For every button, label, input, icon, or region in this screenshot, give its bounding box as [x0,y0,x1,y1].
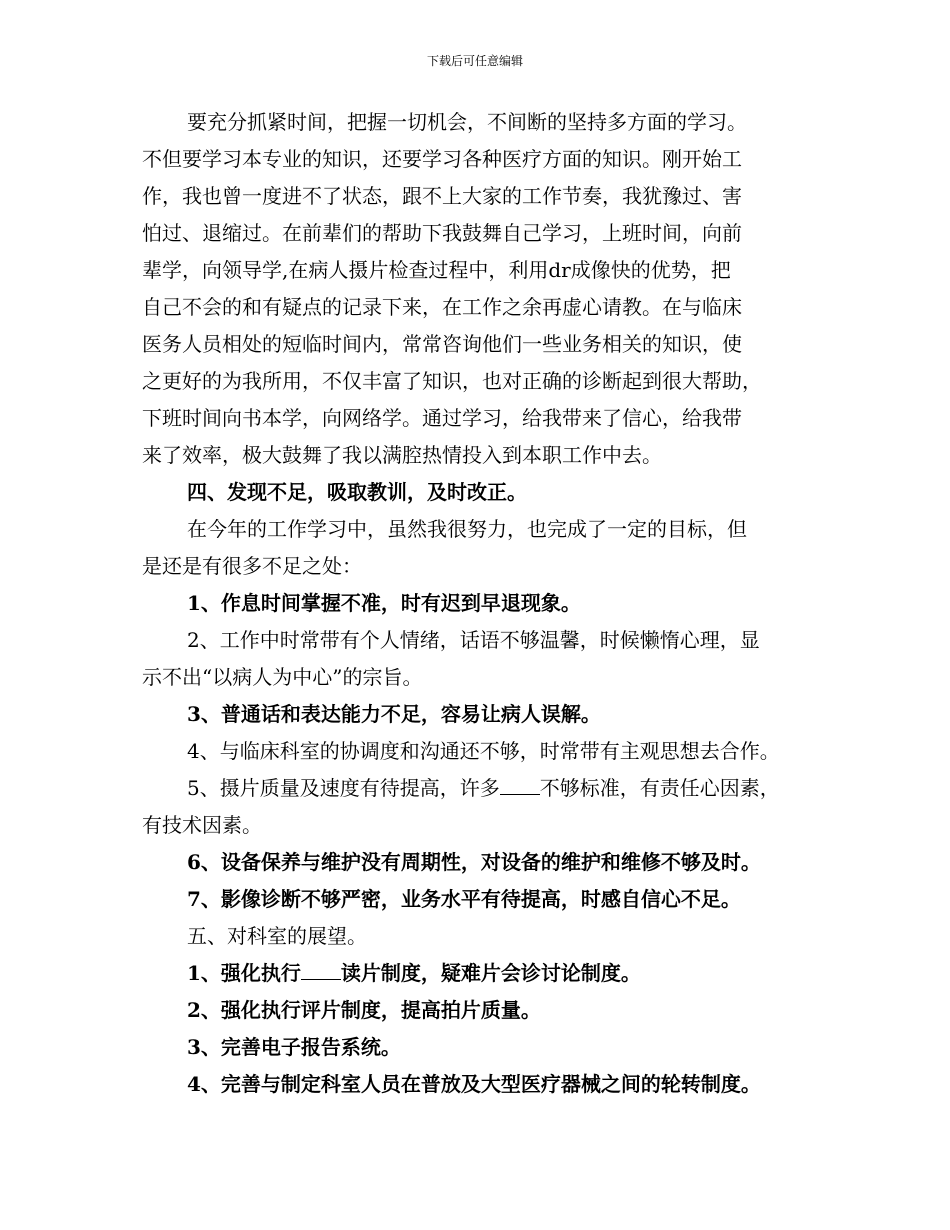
paragraph-line: 不但要学习本专业的知识，还要学习各种医疗方面的知识。刚开始工 [142,147,742,171]
paragraph-line: 要充分抓紧时间，把握一切机会，不间断的坚持多方面的学习。 [187,110,747,134]
section-heading: 五、对科室的展望。 [187,924,367,948]
list-item-text: 读片制度，疑难片会诊讨论制度。 [340,961,641,985]
list-item [142,770,822,807]
paragraph-line: 在今年的工作学习中，虽然我很努力，也完成了一定的目标，但 [187,517,747,541]
list-item: 3、完善电子报告系统。 [187,1035,401,1059]
paragraph-line: 示不出“以病人为中心”的宗旨。 [142,665,423,689]
list-item-text: 5、摄片质量及速度有待提高，许多 [187,776,500,800]
paragraph-line: 来了效率，极大鼓舞了我以满腔热情投入到本职工作中去。 [142,443,662,467]
list-item: 2、工作中时常带有个人情绪，话语不够温馨，时候懒惰心理，显 [187,628,760,652]
page-header: 下载后可任意编辑 [426,54,523,68]
paragraph-line: 医务人员相处的短临时间内，常常咨询他们一些业务相关的知识，使 [142,332,742,356]
list-item: 4、完善与制定科室人员在普放及大型医疗器械之间的轮转制度。 [187,1072,761,1096]
paragraph-line: 下班时间向书本学，向网络学。通过学习，给我带来了信心，给我带 [142,406,742,430]
paragraph-line: 有技术因素。 [142,813,262,837]
list-item: 7、影像诊断不够严密，业务水平有待提高，时感自信心不足。 [187,887,741,911]
blank-underline [500,793,540,795]
paragraph-line: 之更好的为我所用，不仅丰富了知识，也对正确的诊断起到很大帮助， [142,369,762,393]
list-item-text: 不够标准，有责任心因素， [539,776,780,800]
paragraph-line: 辈学，向领导学,在病人摄片检查过程中，利用dr成像快的优势，把 [142,258,731,282]
paragraph-line: 怕过、退缩过。在前辈们的帮助下我鼓舞自己学习，上班时间，向前 [142,221,742,245]
list-item [142,955,822,992]
paragraph-line: 是还是有很多不足之处： [142,554,362,578]
list-item: 2、强化执行评片制度，提高拍片质量。 [187,998,541,1022]
section-heading: 四、发现不足，吸取教训，及时改正。 [187,480,527,504]
list-item: 1、作息时间掌握不准，时有迟到早退现象。 [187,591,581,615]
paragraph-line: 自己不会的和有疑点的记录下来，在工作之余再虚心请教。在与临床 [142,295,742,319]
list-item: 6、设备保养与维护没有周期性，对设备的维护和维修不够及时。 [187,850,761,874]
blank-underline [301,978,341,980]
list-item-text: 1、强化执行 [187,961,301,985]
list-item: 4、与临床科室的协调度和沟通还不够，时常带有主观思想去合作。 [187,739,780,763]
paragraph-line: 作，我也曾一度进不了状态，跟不上大家的工作节奏，我犹豫过、害 [142,184,742,208]
list-item: 3、普通话和表达能力不足，容易让病人误解。 [187,702,601,726]
document-body [142,104,822,1103]
